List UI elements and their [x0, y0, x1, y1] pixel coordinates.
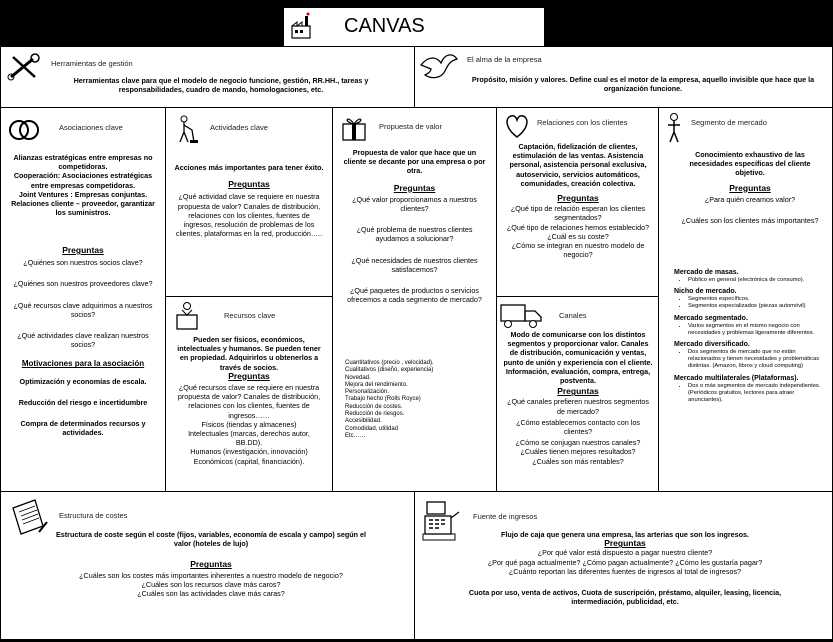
- propuesta-list-item: Accesibilidad.: [345, 418, 382, 425]
- costes-preguntas: Preguntas: [190, 559, 232, 570]
- ingresos-box: [415, 492, 832, 639]
- asociaciones-box: [1, 108, 165, 491]
- relaciones-q2: ¿Qué tipo de relaciones hemos establecido?: [506, 222, 650, 232]
- relaciones-q4: ¿Cómo se integran en nuestro modelo de negocio?: [511, 241, 645, 260]
- canales-q1: ¿Qué canales prefieren nuestros segmentos de mercado?: [507, 397, 649, 416]
- asociaciones-preguntas: Preguntas: [62, 245, 104, 255]
- asociaciones-q2: ¿Quiénes son nuestros proveedores clave?: [13, 279, 153, 289]
- segmento-group-heading: Mercado de masas.: [674, 269, 739, 276]
- propuesta-list-item: Etc……: [345, 432, 366, 439]
- segmento-groups: [674, 268, 828, 407]
- asociaciones-p3: Joint Ventures : Empresas conjuntas.: [18, 189, 148, 199]
- recursos-q: ¿Qué recursos clave se requiere en nuestra propuesta de valor? Canales de distribución, relaciones con los clientes, fuentes de ingresos……: [177, 383, 321, 420]
- vacuum-worker-icon: [172, 114, 200, 144]
- segmento-group-item: • Varios segmentos en el mismo negocio con necesidades y problemas ligeramente diferentes.: [688, 323, 828, 337]
- ingresos-q2: ¿Por qué paga actualmente? ¿Cómo pagan actualmente? ¿Cómo les gustaría pagar?: [487, 557, 763, 567]
- relaciones-q3: ¿Cuál es su coste?: [547, 231, 609, 241]
- actividades-body: Acciones más importantes para tener éxito.: [174, 163, 324, 172]
- segmento-group-item: • Público en general (electrónica de consumo).: [688, 277, 828, 284]
- relaciones-title: Relaciones con los clientes: [537, 118, 628, 127]
- alma-title: El alma de la empresa: [467, 55, 542, 64]
- asociaciones-p4: Relaciones cliente – proveedor, garantizar los suministros.: [11, 199, 155, 218]
- ingresos-q1: ¿Por qué valor está dispuesto a pagar nuestro cliente?: [537, 548, 713, 558]
- recursos-r1: Físicos (tiendas y almacenes): [201, 419, 297, 429]
- asociaciones-m3: Compra de determinados recursos y actividades.: [20, 419, 146, 438]
- actividades-box: [166, 108, 332, 296]
- asociaciones-m1: Optimización y economías de escala.: [19, 376, 147, 386]
- recursos-title: Recursos clave: [224, 311, 276, 320]
- canales-box: [497, 297, 658, 491]
- actividades-q: ¿Qué actividad clave se requiere en nuestra propuesta de valor? Canales de distribución, relaciones con los clientes, fuentes de ingresos, resolución de problemas de los clientes, plataformas en la red, producción…..: [175, 192, 323, 239]
- asociaciones-q3: ¿Qué recursos clave adquirimos a nuestros socios?: [13, 300, 153, 319]
- segmento-content: [675, 150, 825, 225]
- asociaciones-title: Asociaciones clave: [59, 123, 123, 132]
- ingresos-preguntas: Preguntas: [604, 538, 646, 549]
- segmento-body: Conocimiento exhaustivo de las necesidades específicas del cliente objetivo.: [689, 150, 811, 178]
- ingresos-body: Flujo de caja que genera una empresa, las arterias que son los ingresos.: [500, 530, 750, 539]
- recursos-r4: Económicos (capital, financiación).: [193, 456, 305, 466]
- herramientas-title: Herramientas de gestión: [51, 59, 133, 68]
- propuesta-list: [345, 360, 485, 440]
- propuesta-q3: ¿Qué necesidades de nuestros clientes satisfacemos?: [351, 255, 478, 274]
- canales-body: Modo de comunicarse con los distintos segmentos y proporcionar valor. Canales de distribución, comunicación y ventas, punto de unión y experiencia con el cliente. Información, evaluación, compra, entrega, postventa.: [503, 330, 653, 386]
- propuesta-q1: ¿Qué valor proporcionamos a nuestros clientes?: [352, 194, 477, 214]
- asociaciones-questions: [7, 242, 159, 437]
- relaciones-body: Captación, fidelización de clientes, estimulación de las ventas. Asistencia personal, asistencia personal exclusiva, autoservicio, servicios automáticos, comunidades, creación colectiva.: [509, 142, 647, 188]
- propuesta-list-item: Trabajo hecho (Rolls Royce): [345, 396, 421, 403]
- propuesta-list-item: Personalización.: [345, 389, 390, 396]
- segmento-group-item: • Dos segmentos de mercado que no están relacionados y tienen necesidades y problemáticas distintas. (Amazon, libros y cloud computing): [688, 349, 828, 371]
- recursos-body: Pueden ser físicos, económicos, intelectuales y humanos. Se pueden tener en propiedad. Adquirirlos u obtenerlos a través de socios.: [177, 335, 321, 372]
- segmento-group-heading: Nicho de mercado.: [674, 288, 737, 296]
- person-icon: [665, 112, 683, 144]
- propuesta-q4: ¿Qué paquetes de productos o servicios ofrecemos a cada segmento de mercado?: [347, 286, 482, 305]
- canales-q3: ¿Cómo se conjugan nuestros canales?: [515, 438, 641, 448]
- asociaciones-p2: Cooperación: Asociaciones estratégicas entre empresas competidoras.: [13, 171, 153, 190]
- alma-body: Propósito, misión y valores. Define cual es el motor de la empresa, aquello invisible que hace que la organización funcione.: [471, 75, 815, 94]
- actividades-title: Actividades clave: [210, 123, 268, 132]
- dove-icon: [419, 51, 459, 85]
- costes-q3: ¿Cuáles son las actividades clave más caras?: [137, 589, 285, 599]
- relaciones-content: [503, 142, 653, 259]
- segmento-group-heading: Mercado multilaterales (Plataformas).: [674, 374, 799, 382]
- canales-content: [503, 330, 653, 466]
- canales-q5: ¿Cuáles son más rentables?: [532, 456, 624, 466]
- rings-icon: [7, 116, 43, 142]
- propuesta-list-item: Reducción de riesgos.: [345, 411, 405, 418]
- segmento-group-heading: Mercado segmentado.: [674, 314, 748, 322]
- truck-icon: [499, 301, 545, 331]
- asociaciones-p1: Alianzas estratégicas entre empresas no competidoras.: [13, 153, 153, 172]
- segmento-group-heading: Mercado diversificado.: [674, 341, 750, 349]
- propuesta-list-item: Cuantitativos (precio , velocidad).: [345, 360, 434, 366]
- actividades-content: [174, 163, 324, 238]
- document-pen-icon: [9, 498, 49, 536]
- recursos-preguntas: Preguntas: [228, 370, 270, 381]
- recursos-r3: Humanos (investigación, innovación): [190, 447, 308, 457]
- alma-box: [415, 47, 832, 107]
- gift-icon: [341, 112, 367, 142]
- herramientas-body: Herramientas clave para que el modelo de negocio funcione, gestión, RR.HH., tareas y responsabilidades, cuadro de mando, homologaciones, etc.: [73, 76, 369, 95]
- asociaciones-motiv: Motivaciones para la asociación: [21, 359, 145, 369]
- wrench-icon: [7, 53, 41, 81]
- costes-body: Estructura de coste según el coste (fijos, variables, economía de escala y campo) según el valor (hoteles de lujo): [56, 530, 366, 549]
- propuesta-preguntas: Preguntas: [393, 182, 436, 193]
- segmento-title: Segmento de mercado: [691, 118, 767, 127]
- segmento-preguntas: Preguntas: [729, 182, 771, 193]
- propuesta-content: [343, 148, 486, 314]
- segmento-group-item: • Segmentos especializados (piezas automóvil): [688, 303, 828, 310]
- canales-preguntas: Preguntas: [557, 386, 599, 397]
- segmento-group-item: • Segmentos específicos.: [688, 296, 828, 303]
- header-box: [284, 8, 544, 46]
- recursos-content: [174, 335, 324, 466]
- herramientas-box: [1, 47, 414, 107]
- ingresos-title: Fuente de ingresos: [473, 512, 538, 521]
- relaciones-preguntas: Preguntas: [557, 193, 599, 204]
- asociaciones-m2: Reducción del riesgo e incertidumbre: [18, 397, 148, 407]
- costes-box: [1, 492, 414, 639]
- costes-q1: ¿Cuáles son los costes más importantes inherentes a nuestro modelo de negocio?: [79, 570, 343, 580]
- ingresos-q3: ¿Cuánto reportan las diferentes fuentes de ingresos al total de ingresos?: [508, 566, 742, 576]
- propuesta-list-item: Mejora del rendimiento.: [345, 381, 408, 388]
- costes-q2: ¿Cuáles son los recursos clave más caros?: [141, 579, 281, 589]
- asociaciones-content: [7, 153, 159, 225]
- costes-title: Estructura de costes: [59, 511, 128, 520]
- ingresos-content: [455, 530, 795, 606]
- canales-q2: ¿Cómo establecemos contacto con los clientes?: [516, 417, 640, 437]
- costes-content: [51, 530, 371, 598]
- ingresos-foot: Cuota por uso, venta de activos, Cuota de suscripción, préstamo, alquiler, leasing, licencia, intermediación, publicidad, etc.: [468, 588, 782, 607]
- segmento-q1: ¿Para quién creamos valor?: [704, 194, 796, 204]
- segmento-box: [659, 108, 832, 491]
- propuesta-list-item: Novedad.: [345, 374, 371, 381]
- heart-icon: [503, 112, 531, 140]
- recursos-r2: Intelectuales (marcas, derechos autor, BB.DD).: [188, 429, 310, 448]
- canales-q4: ¿Cuáles tienen mejores resultados?: [520, 447, 636, 457]
- recursos-box: [166, 297, 332, 491]
- propuesta-title: Propuesta de valor: [379, 122, 442, 131]
- propuesta-list-item: Reducción de costes.: [345, 403, 403, 410]
- segmento-q2: ¿Cuáles son los clientes más importantes?: [681, 216, 819, 226]
- propuesta-q2: ¿Qué problema de nuestros clientes ayudamos a solucionar?: [356, 225, 473, 244]
- actividades-preguntas: Preguntas: [228, 179, 270, 190]
- propuesta-body: Propuesta de valor que hace que un cliente se decante por una empresa o por otra.: [343, 148, 486, 176]
- segmento-group-item: • Dos o más segmentos de mercado independientes. (Periódicos gratuitos, lectores para atraer anunciantes).: [688, 383, 828, 405]
- canales-title: Canales: [559, 311, 587, 320]
- asociaciones-q1: ¿Quiénes son nuestros socios clave?: [23, 258, 143, 268]
- worker-box-icon: [172, 301, 202, 333]
- propuesta-list-item: Comodidad, utilidad: [345, 425, 399, 432]
- asociaciones-q4: ¿Qué actividades clave realizan nuestros socios?: [17, 331, 149, 350]
- relaciones-box: [497, 108, 658, 296]
- propuesta-list-item: Cualitativos (diseño, experiencia): [345, 367, 434, 374]
- factory-icon: [288, 12, 314, 42]
- relaciones-q1: ¿Qué tipo de relación esperan los clientes segmentados?: [510, 204, 646, 223]
- page-title: CANVAS: [344, 15, 425, 37]
- propuesta-box: [333, 108, 496, 491]
